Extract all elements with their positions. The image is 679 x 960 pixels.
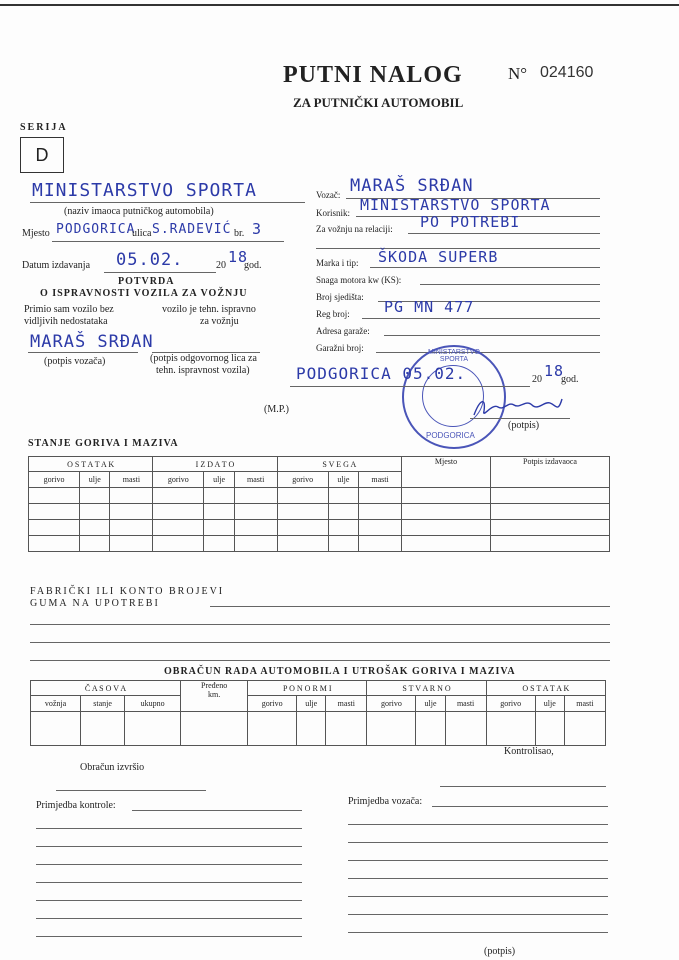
br-label: br.: [234, 228, 245, 239]
vozaca-line-7: [348, 914, 608, 915]
guma-line-2: [30, 624, 610, 625]
guma-label-2: GUMA NA UPOTREBI: [30, 598, 160, 609]
obracun-sub: gorivo: [367, 696, 416, 712]
potvrda-title: POTVRDA: [118, 276, 175, 287]
obracun-sub: ulje: [297, 696, 326, 712]
vozilo-line-2: za vožnju: [200, 316, 239, 327]
potpis-odgovornog-1: (potpis odgovornog lica za: [150, 353, 257, 364]
reg-label: Reg broj:: [316, 309, 350, 319]
obracun-sub: ukupno: [125, 696, 181, 712]
obracun-table: [30, 680, 606, 746]
kontrole-line-2: [36, 828, 302, 829]
guma-line-3: [30, 642, 610, 643]
primjedba-kontrole-label: Primjedba kontrole:: [36, 800, 116, 811]
stanje-sub: gorivo: [29, 472, 80, 488]
obracun-sub: ulje: [416, 696, 445, 712]
potpis-odgovornog-2: tehn. ispravnost vozila): [156, 365, 250, 376]
izvrsio-line: [56, 790, 206, 791]
document-title: PUTNI NALOG: [283, 62, 463, 88]
kontrole-line-1: [132, 810, 302, 811]
owner-caption: (naziv imaoca putničkog automobila): [64, 206, 214, 217]
datum-year[interactable]: 18: [228, 248, 249, 266]
place-date-line: [290, 386, 530, 387]
relacija-value[interactable]: PO POTREBI: [420, 213, 521, 231]
signature-text: [480, 394, 484, 395]
stanje-potpis-header: Potpis izdavaoca: [491, 457, 610, 488]
place-year[interactable]: 18: [544, 362, 565, 380]
obracun-title: OBRAČUN RADA AUTOMOBILA I UTROŠAK GORIVA I MAZIVA: [164, 666, 516, 677]
place-date-value[interactable]: PODGORICA 05.02.: [296, 364, 467, 383]
stanje-sub: ulje: [328, 472, 358, 488]
primio-line-1: Primio sam vozilo bez: [24, 304, 114, 315]
table-row: [29, 488, 610, 504]
primjedba-vozaca-label: Primjedba vozača:: [348, 796, 423, 807]
vozac-value[interactable]: MARAŠ SRĐAN: [350, 176, 474, 196]
handwritten-signature: [470, 393, 565, 421]
obracun-sub: gorivo: [486, 696, 535, 712]
vozaca-line-3: [348, 842, 608, 843]
obracun-casova: Č A S O V A: [31, 681, 181, 696]
primio-line-2: vidljivih nedostataka: [24, 316, 108, 327]
table-row: [29, 536, 610, 552]
obracun-sub: masti: [564, 696, 605, 712]
number-label: N°: [508, 64, 528, 83]
serija-box: [20, 137, 64, 173]
adresa-label: Adresa garaže:: [316, 326, 370, 336]
table-row: [29, 520, 610, 536]
vozaca-line-6: [348, 896, 608, 897]
korisnik-label: Korisnik:: [316, 208, 351, 218]
datum-year-prefix: 20: [216, 260, 226, 271]
obracun-group-ostatak: O S T A T A K: [486, 681, 605, 696]
right-potpis: (potpis): [508, 420, 540, 431]
kontrole-line-4: [36, 864, 302, 865]
address-line: [52, 241, 284, 242]
stanje-title: STANJE GORIVA I MAZIVA: [28, 438, 179, 449]
vozaca-line-2: [348, 824, 608, 825]
driver-signature: MARAŠ SRĐAN: [30, 332, 154, 352]
mjesto-label: Mjesto: [22, 228, 50, 239]
place-god: god.: [561, 374, 579, 385]
serija-label: SERIJA: [20, 122, 68, 133]
obracun-group-ponormi: P O N O R M I: [248, 681, 367, 696]
place-year-prefix: 20: [532, 374, 542, 385]
kontrole-line-6: [36, 900, 302, 901]
vozaca-line-4: [348, 860, 608, 861]
snaga-line: [420, 284, 600, 285]
kontrole-line-7: [36, 918, 302, 919]
stanje-group-ostatak: O S T A T A K: [29, 457, 153, 472]
marka-value[interactable]: ŠKODA SUPERB: [378, 248, 499, 266]
stanje-sub: gorivo: [277, 472, 328, 488]
owner-line: [30, 202, 305, 203]
stanje-table: [28, 456, 610, 552]
stanje-mjesto-header: Mjesto: [402, 457, 491, 488]
obracun-sub: masti: [445, 696, 486, 712]
ulica-value[interactable]: S.RADEVIĆ: [152, 222, 232, 237]
stanje-sub: ulje: [80, 472, 110, 488]
stanje-sub: masti: [110, 472, 153, 488]
mjesto-value[interactable]: PODGORICA: [56, 222, 136, 237]
table-row: [29, 504, 610, 520]
guma-label-1: FABRIČKI ILI KONTO BROJEVI: [30, 586, 225, 597]
vozac-label: Vozač:: [316, 190, 341, 200]
serija-value: D: [35, 144, 49, 165]
top-edge-line: [0, 4, 679, 6]
obracun-sub: gorivo: [248, 696, 297, 712]
stanje-group-svega: S V E G A: [277, 457, 401, 472]
kontrole-line-5: [36, 882, 302, 883]
stamp-text-bottom: PODGORICA: [426, 431, 475, 440]
kontrole-line-3: [36, 846, 302, 847]
vozilo-line-1: vozilo je tehn. ispravno: [162, 304, 256, 315]
obracun-sub: stanje: [81, 696, 125, 712]
vozaca-potpis: (potpis): [484, 946, 516, 957]
stanje-sub: gorivo: [153, 472, 204, 488]
reg-line: [362, 318, 600, 319]
datum-label: Datum izdavanja: [22, 260, 91, 271]
ulica-label: ulica: [132, 228, 152, 239]
datum-value[interactable]: 05.02.: [116, 250, 184, 270]
table-row: [31, 712, 606, 746]
obracun-sub: vožnja: [31, 696, 81, 712]
izvrsio-label: Obračun izvršio: [80, 762, 145, 773]
stamp-text-top: MINISTARSTVO SPORTA: [428, 349, 480, 363]
relacija-line: [408, 233, 600, 234]
potpis-vozaca: (potpis vozača): [44, 356, 106, 367]
relacija-label: Za vožnju na relaciji:: [316, 224, 393, 234]
document-subtitle: ZA PUTNIČKI AUTOMOBIL: [293, 95, 464, 110]
br-value[interactable]: 3: [252, 220, 263, 238]
kontrolisao-label: Kontrolisao,: [504, 746, 554, 757]
reg-value[interactable]: PG MN 477: [384, 298, 475, 316]
stanje-sub: masti: [359, 472, 402, 488]
korisnik-value[interactable]: MINISTARSTVO SPORTA: [360, 196, 551, 214]
obracun-group-stvarno: S T V A R N O: [367, 681, 486, 696]
adresa-line: [384, 335, 600, 336]
mp-label: (M.P.): [264, 404, 290, 415]
signature-line: [470, 418, 570, 419]
datum-line: [104, 272, 216, 273]
driver-sign-line: [28, 352, 138, 353]
sjedista-label: Broj sjedišta:: [316, 292, 364, 302]
potvrda-subtitle: O ISPRAVNOSTI VOZILA ZA VOŽNJU: [40, 288, 248, 299]
kontrole-line-8: [36, 936, 302, 937]
marka-label: Marka i tip:: [316, 258, 359, 268]
obracun-predeno: [181, 681, 248, 712]
obracun-km-label: km.: [208, 690, 221, 699]
guma-line-4: [30, 660, 610, 661]
vozaca-line-5: [348, 878, 608, 879]
kontrolisao-line: [440, 786, 606, 787]
snaga-label: Snaga motora kw (KS):: [316, 275, 402, 285]
obracun-sub: ulje: [535, 696, 564, 712]
stanje-sub: ulje: [204, 472, 234, 488]
document-number: 024160: [540, 64, 594, 81]
obracun-predeno-label: Pređeno: [201, 681, 228, 690]
garazni-label: Garažni broj:: [316, 343, 364, 353]
vozaca-line-8: [348, 932, 608, 933]
vozaca-line-1: [432, 806, 608, 807]
stanje-sub: masti: [234, 472, 277, 488]
obracun-sub: masti: [326, 696, 367, 712]
marka-line: [370, 267, 600, 268]
datum-god: god.: [244, 260, 262, 271]
stanje-group-izdato: I Z D A T O: [153, 457, 277, 472]
guma-line-1: [210, 606, 610, 607]
owner-value[interactable]: MINISTARSTVO SPORTA: [32, 180, 257, 201]
